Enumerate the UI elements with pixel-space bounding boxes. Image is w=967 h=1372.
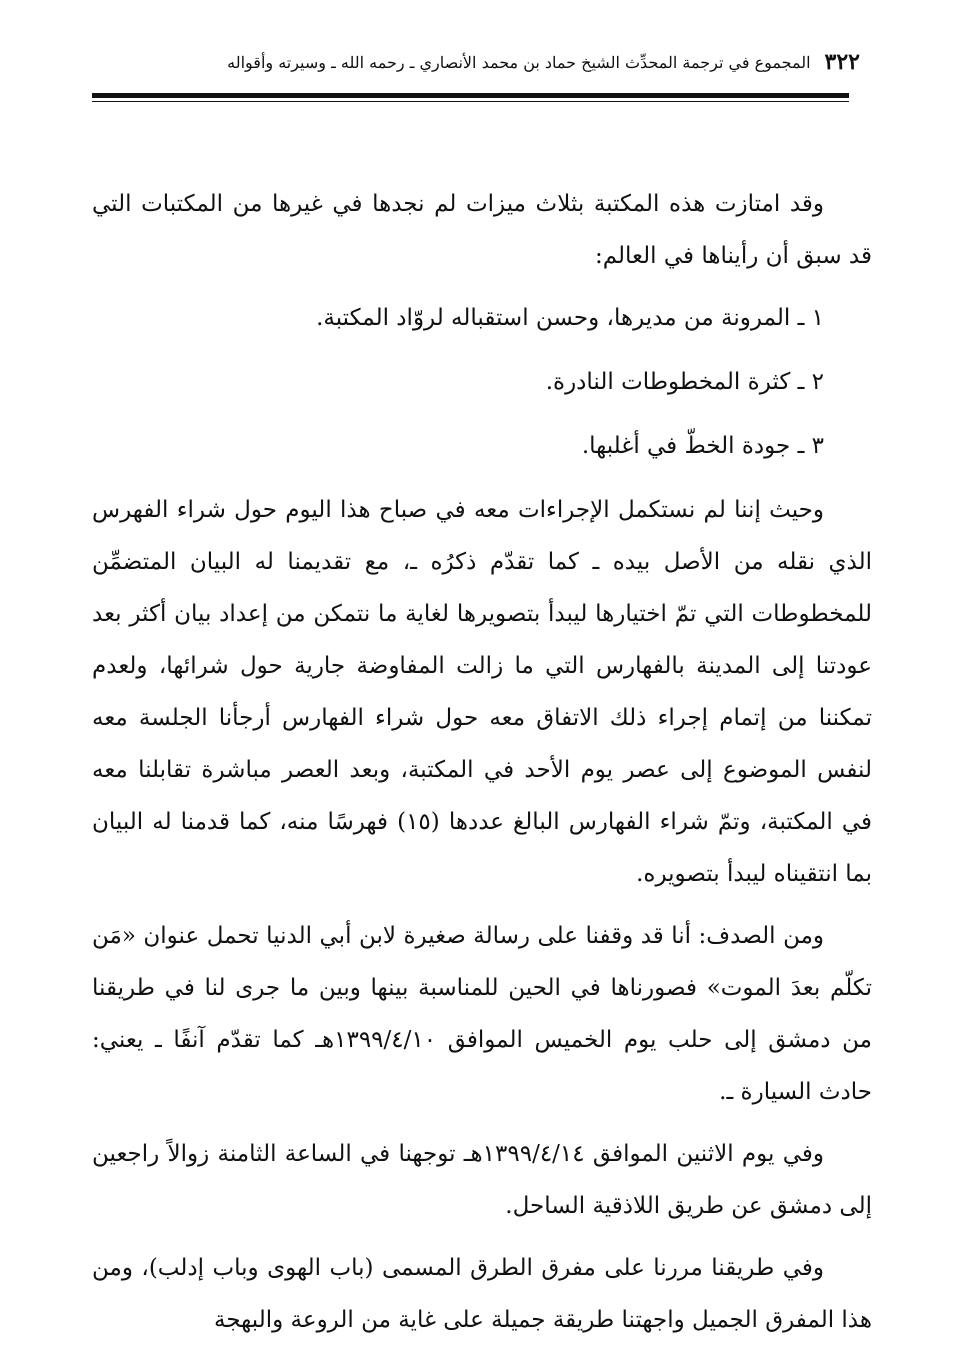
header-rule-thick [92, 93, 849, 98]
page-header [170, 42, 860, 82]
list-item-2: ٢ ـ كثرة المخطوطات النادرة. [545, 369, 824, 395]
page-body [92, 178, 872, 1356]
list-item-1: ١ ـ المرونة من مديرها، وحسن استقباله لروّاد المكتبة. [316, 305, 824, 331]
paragraph-library-features: وقد امتازت هذه المكتبة بثلاث ميزات لم نجدها في غيرها من المكتبات التي قد سبق أن رأيناها في العالم: [92, 191, 872, 269]
paragraph-catalog-purchase: وحيث إننا لم نستكمل الإجراءات معه في صباح هذا اليوم حول شراء الفهرس الذي نقله من الأصل بيده ـ كما تقدّم ذكرُه ـ، مع تقديمنا له البيان المتضمِّن للمخطوطات التي تمّ اختيارها ليبدأ بتصويرها لغاية ما نتمكن من إعداد بيان أكثر بعد عودتنا إلى المدينة بالفهارس التي ما زالت المفاوضة جارية حول شرائها، ولعدم تمكننا من إتمام إجراء ذلك الاتفاق معه حول شراء الفهارس أرجأنا الجلسة معه لنفس الموضوع إلى عصر يوم الأحد في المكتبة، وبعد العصر مباشرة تقابلنا معه في المكتبة، وتمّ شراء الفهارس البالغ عددها (١٥) فهرسًا منه، كما قدمنا له البيان بما انتقيناه ليبدأ بتصويره. [92, 497, 872, 887]
header-rule-thin [92, 101, 849, 102]
paragraph-return-trip: وفي يوم الاثنين الموافق ١٣٩٩/٤/١٤هـ توجهنا في الساعة الثامنة زوالاً راجعين إلى دمشق عن طريق اللاذقية الساحل. [92, 1141, 872, 1219]
list-item-3: ٣ ـ جودة الخطّ في أغلبها. [581, 433, 824, 459]
page-number: ٣٢٢ [824, 49, 860, 75]
paragraph-crossroads: وفي طريقنا مررنا على مفرق الطرق المسمى (باب الهوى وباب إدلب)، ومن هذا المفرق الجميل واجهتنا طريقة جميلة على غاية من الروعة والبهجة [92, 1255, 872, 1333]
running-title: المجموع في ترجمة المحدِّث الشيخ حماد بن محمد الأنصاري ـ رحمه الله ـ وسيرته وأقواله [227, 52, 811, 72]
paragraph-coincidence: ومن الصدف: أنا قد وقفنا على رسالة صغيرة لابن أبي الدنيا تحمل عنوان «مَن تكلّم بعدَ الموت» فصورناها في الحين للمناسبة بينها وبين ما جرى لنا في طريقنا من دمشق إلى حلب يوم الخميس الموافق ١٣٩٩/٤/١٠هـ كما تقدّم آنفًا ـ يعني: حادث السيارة ـ. [92, 923, 872, 1105]
